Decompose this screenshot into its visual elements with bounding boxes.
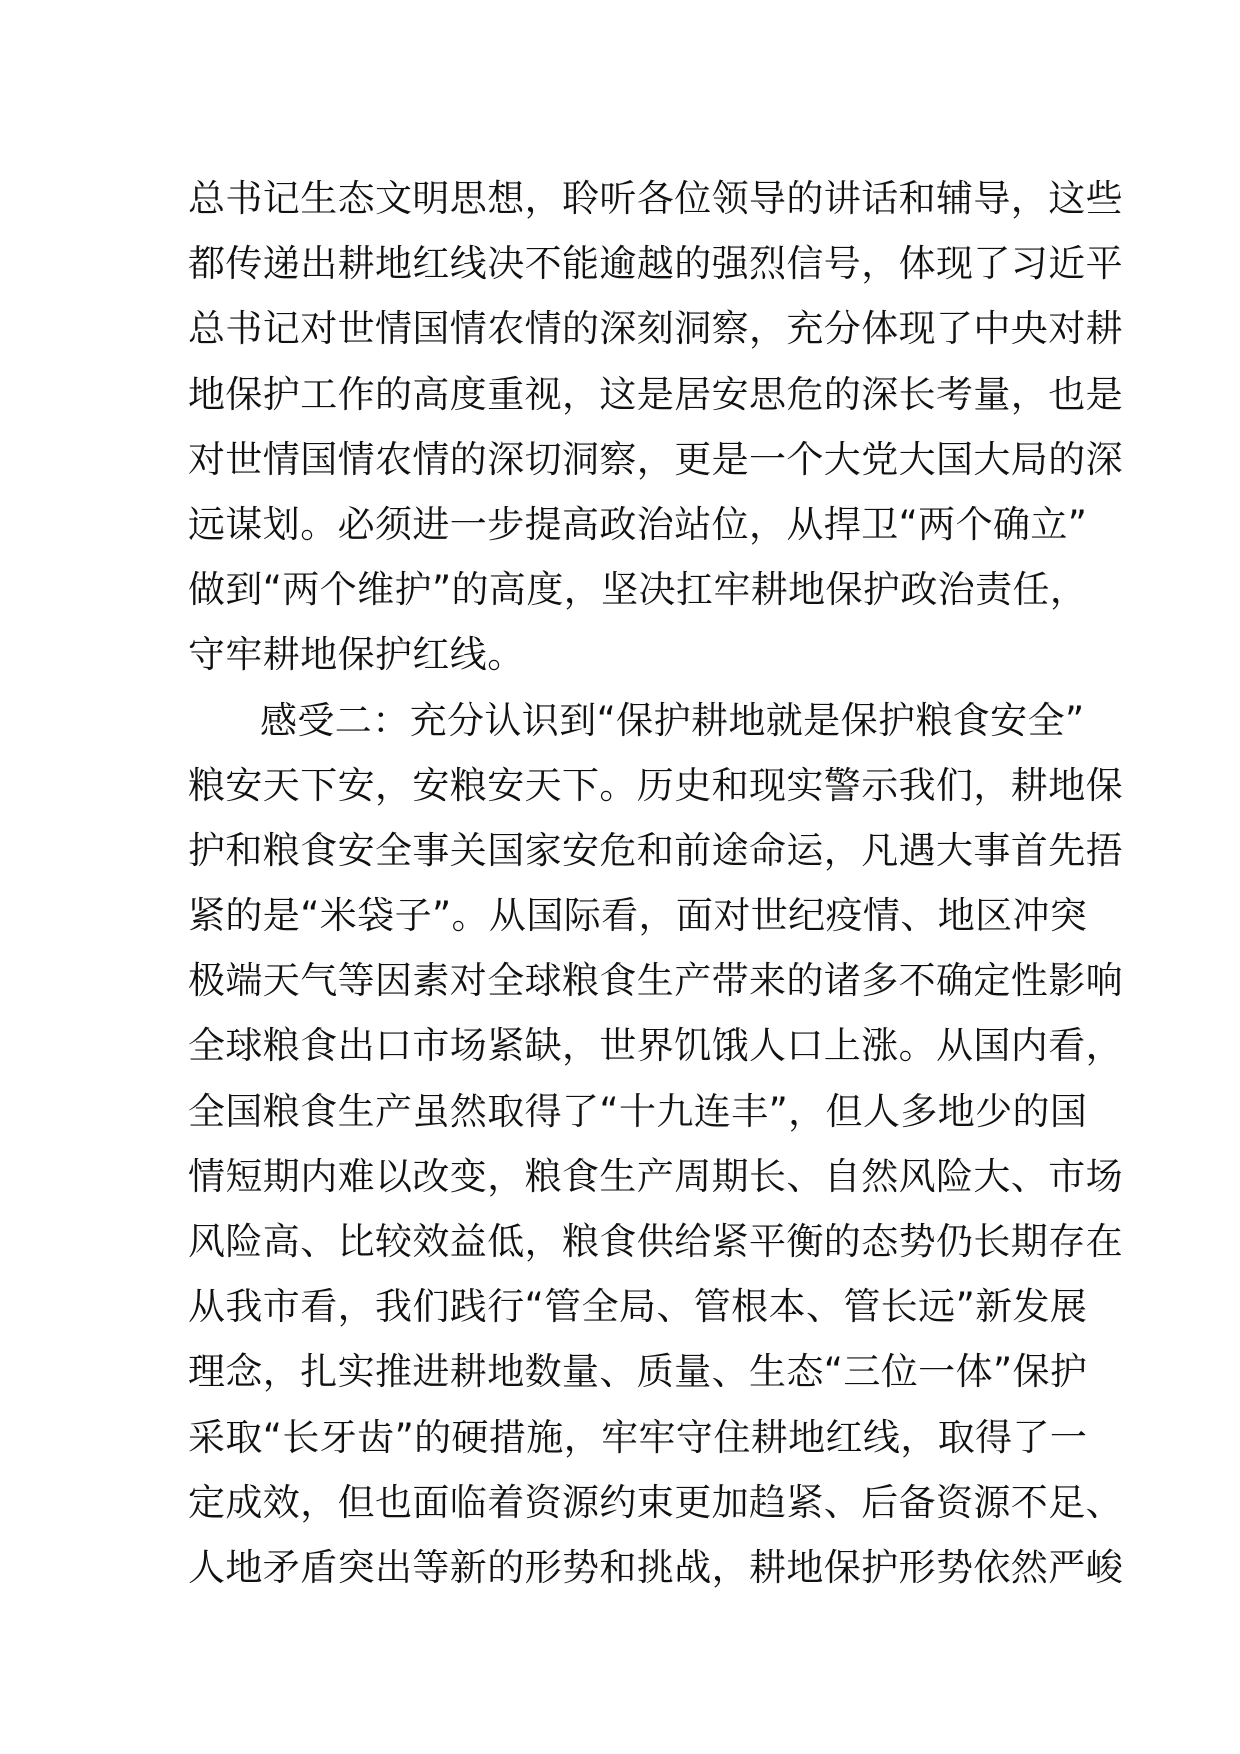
text-line: 理念，扎实推进耕地数量、质量、生态“三位一体”保护 bbox=[188, 1350, 1088, 1394]
text-line: 地保护工作的高度重视，这是居安思危的深长考量，也是 bbox=[188, 372, 1123, 416]
text-line: 采取“长牙齿”的硬措施，牢牢守住耕地红线，取得了一 bbox=[188, 1415, 1088, 1459]
text-line: 都传递出耕地红线决不能逾越的强烈信号，体现了习近平 bbox=[188, 242, 1123, 286]
text-line: 全球粮食出口市场紧缺，世界饥饿人口上涨。从国内看， bbox=[188, 1024, 1123, 1068]
text-line: 总书记生态文明思想，聆听各位领导的讲话和辅导，这些 bbox=[188, 177, 1123, 220]
text-line: 紧的是“米袋子”。从国际看，面对世纪疫情、地区冲突 bbox=[188, 894, 1088, 938]
text-line: 做到“两个维护”的高度，坚决扛牢耕地保护政治责任， bbox=[188, 568, 1088, 612]
text-line: 极端天气等因素对全球粮食生产带来的诸多不确定性影响 bbox=[188, 959, 1123, 1003]
text-line: 护和粮食安全事关国家安危和前途命运，凡遇大事首先捂 bbox=[188, 828, 1123, 872]
text-line: 粮安天下安，安粮安天下。历史和现实警示我们，耕地保 bbox=[188, 763, 1123, 807]
text-line: 远谋划。必须进一步提高政治站位，从捍卫“两个确立” bbox=[188, 502, 1088, 546]
text-line: 人地矛盾突出等新的形势和挑战，耕地保护形势依然严峻 bbox=[188, 1545, 1123, 1589]
body-text bbox=[188, 166, 1123, 1600]
text-line: 全国粮食生产虽然取得了“十九连丰”，但人多地少的国 bbox=[188, 1089, 1088, 1133]
text-line: 从我市看，我们践行“管全局、管根本、管长远”新发展 bbox=[188, 1285, 1088, 1329]
text-line: 定成效，但也面临着资源约束更加趋紧、后备资源不足、 bbox=[188, 1480, 1123, 1524]
text-line: 总书记对世情国情农情的深刻洞察，充分体现了中央对耕 bbox=[188, 307, 1123, 351]
text-line: 风险高、比较效益低，粮食供给紧平衡的态势仍长期存在 bbox=[188, 1220, 1123, 1263]
text-line: 对世情国情农情的深切洞察，更是一个大党大国大局的深 bbox=[188, 437, 1123, 481]
text-line: 情短期内难以改变，粮食生产周期长、自然风险大、市场 bbox=[188, 1154, 1123, 1198]
text-line: 守牢耕地保护红线。 bbox=[188, 633, 525, 677]
section-heading: 感受二：充分认识到“保护耕地就是保护粮食安全” bbox=[260, 698, 1085, 742]
